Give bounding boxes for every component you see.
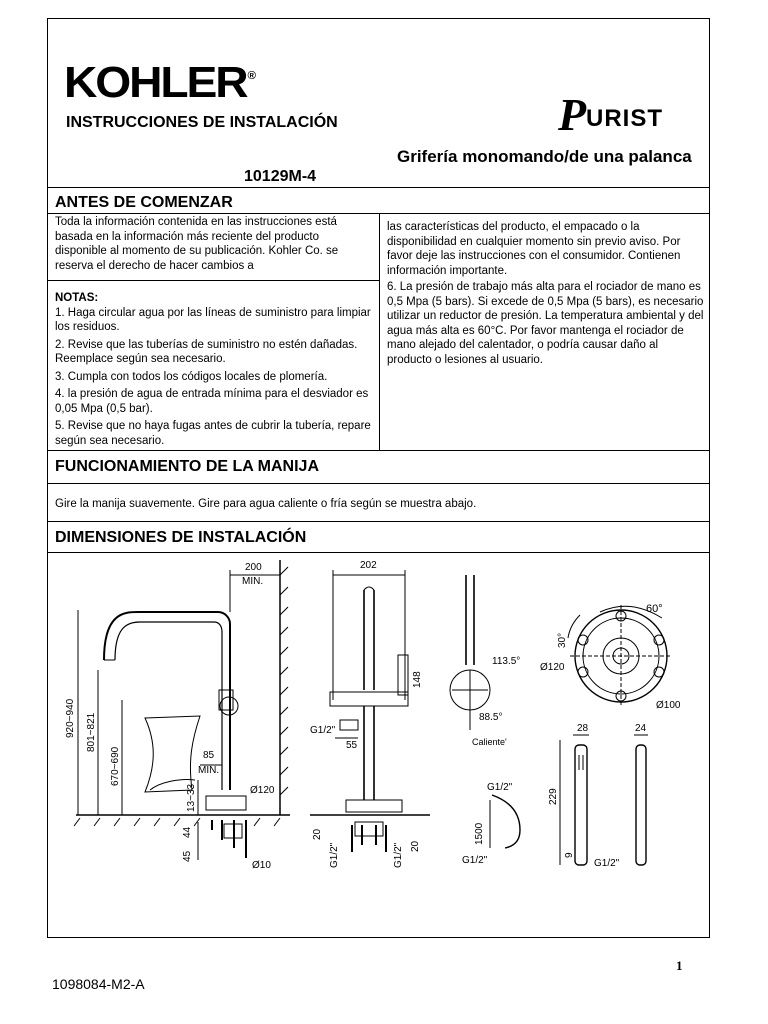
section-title-handle: FUNCIONAMIENTO DE LA MANIJA (55, 458, 319, 475)
dim-9: 9 (564, 852, 575, 858)
dim-670: 670~690 (110, 746, 121, 786)
dim-1500: 1500 (474, 822, 485, 845)
faucet-front-view (310, 570, 430, 852)
base-plan-view (568, 605, 672, 707)
angle-30: 30° (557, 632, 568, 648)
dim-55: 55 (346, 740, 358, 751)
dim-200: 200 (245, 562, 262, 573)
section-title-before: ANTES DE COMENZAR (55, 194, 233, 211)
angle-60: 60° (646, 603, 663, 615)
dim-dia120-a: Ø120 (250, 785, 275, 796)
kohler-logo: KOHLER® (64, 58, 257, 107)
dim-g12-a: G1/2" (310, 725, 336, 736)
purist-logo-text: URIST (586, 105, 663, 132)
section-title-dimensions: DIMENSIONES DE INSTALACIÓN (55, 529, 307, 546)
dim-13: 13~33 (186, 783, 197, 812)
dim-20-b: 20 (410, 840, 421, 852)
dim-min-2: MIN. (198, 765, 220, 776)
hot-label: Caliente' (472, 737, 507, 747)
note-item: 1. Haga circular agua por las líneas de suministro para limpiar los residuos. (55, 306, 371, 333)
dim-148: 148 (412, 671, 423, 688)
hand-shower-views (560, 735, 648, 865)
dim-229: 229 (548, 788, 559, 805)
faucet-side-view (74, 560, 290, 860)
dim-g12-e: G1/2" (462, 855, 488, 866)
note-six: 6. La presión de trabajo más alta para el rociador de mano es 0,5 Mpa (5 bars). Si excede de 0,5 Mpa (5 bars), es necesario utilizar un reductor de presión. La temperatura ambiental y del agua más alta es 60°C. Por favor mantenga el rociador de mano alejado del calentador, o podría causar daño al producto o lesiones al usuario. (387, 281, 704, 366)
document-number: 1098084-M2-A (52, 976, 145, 992)
angle-113: 113.5° (492, 656, 521, 667)
purist-logo-initial: P (558, 89, 587, 140)
angle-88: 88.5° (479, 712, 503, 723)
dim-85: 85 (203, 750, 215, 761)
dim-dia10: Ø10 (252, 860, 271, 871)
handle-instructions: Gire la manija suavemente. Gire para agua caliente o fría según se muestra abajo. (55, 498, 477, 510)
dim-44: 44 (182, 826, 193, 838)
hose-detail (490, 795, 520, 848)
dim-20-a: 20 (312, 828, 323, 840)
dim-min: MIN. (242, 576, 264, 587)
notes-title: NOTAS: (55, 292, 99, 304)
model-number: 10129M-4 (244, 168, 317, 185)
dim-g12-d: G1/2" (487, 782, 513, 793)
document-title: INSTRUCCIONES DE INSTALACIÓN (66, 114, 338, 131)
note-item: 3. Cumpla con todos los códigos locales de plomería. (55, 370, 328, 383)
dim-45: 45 (182, 850, 193, 862)
hand-shower-detail (450, 575, 490, 730)
dim-g12-b: G1/2" (329, 842, 340, 868)
dim-dia120-b: Ø120 (540, 662, 565, 673)
dim-dia100: Ø100 (656, 700, 681, 711)
dim-g12-f: G1/2" (594, 858, 620, 869)
dim-202: 202 (360, 560, 377, 571)
note-item: 2. Revise que las tuberías de suministro no estén dañadas. Reemplace según sea necesario. (55, 338, 358, 365)
dim-28: 28 (577, 723, 589, 734)
dim-24: 24 (635, 723, 647, 734)
dim-g12-c: G1/2" (393, 842, 404, 868)
intro-right-text: las características del producto, el empacado o la disponibilidad en cualquier momento sin previo aviso. Por favor deje las instrucciones con el consumidor. Contienen información importante. (387, 221, 681, 277)
dim-920: 920~940 (65, 698, 76, 738)
note-item: 4. la presión de agua de entrada mínima para el desviador es 0,05 Mpa (0,5 bar). (55, 388, 369, 415)
product-subtitle: Grifería monomando/de una palanca (397, 147, 692, 166)
dim-801: 801~821 (86, 712, 97, 752)
page-number: 1 (676, 958, 683, 973)
note-item: 5. Revise que no haya fugas antes de cubrir la tubería, repare según sea necesario. (55, 420, 371, 447)
intro-left-text: Toda la información contenida en las instrucciones está basada en la información más reciente del producto disponible al momento de su publicación. Kohler Co. se reserva el derecho de hacer cambios a (55, 216, 339, 272)
